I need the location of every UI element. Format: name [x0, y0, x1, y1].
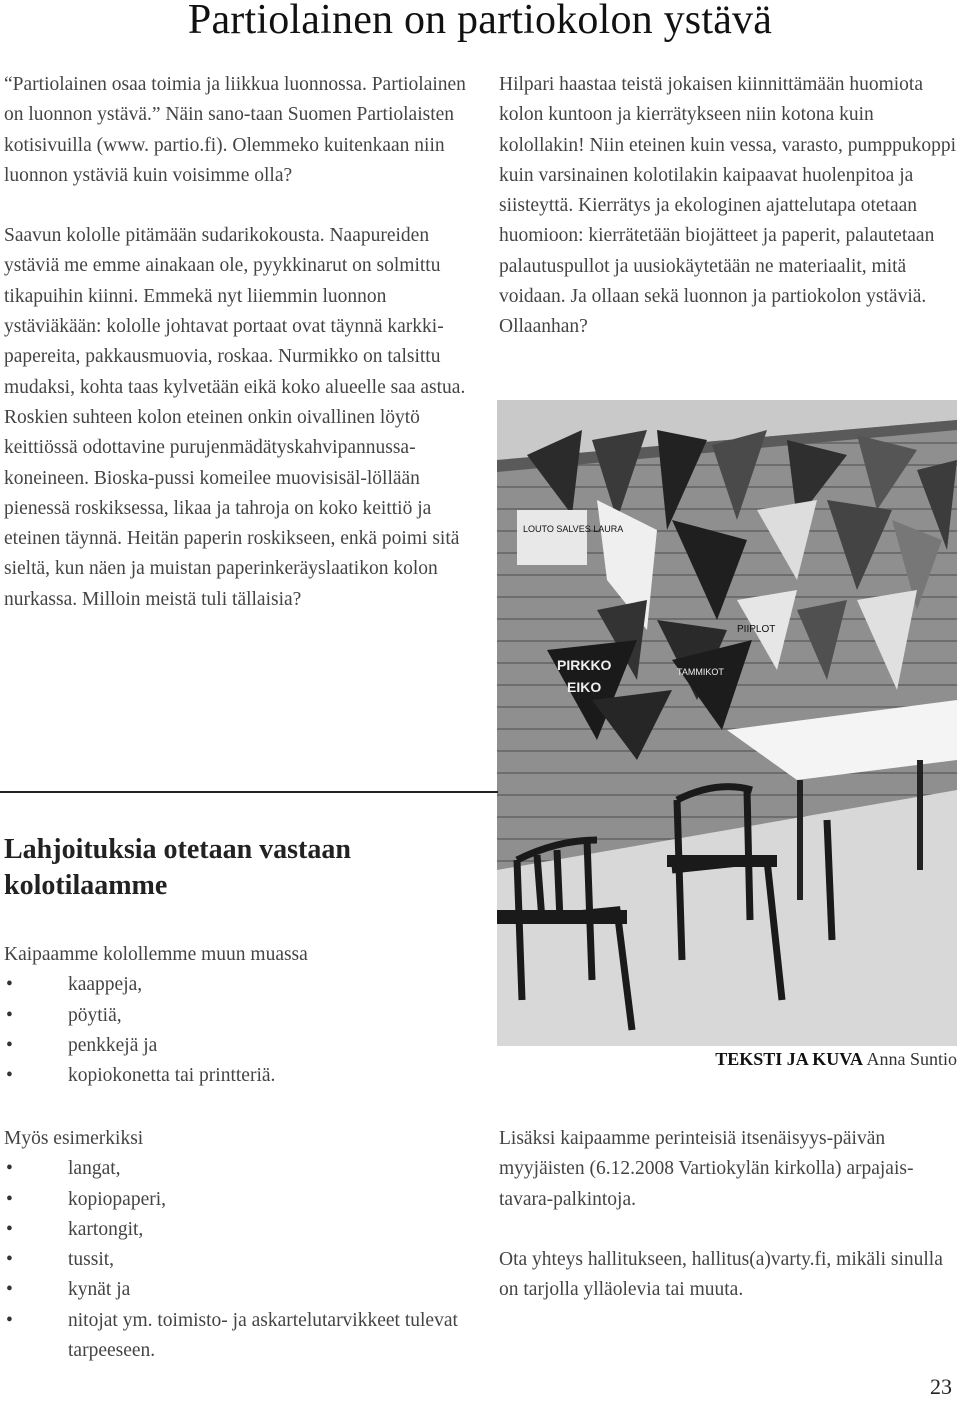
list-item: • tussit, — [6, 1249, 115, 1271]
photo-banner-pirkko: PIRKKO — [557, 657, 612, 673]
intro-paragraph: “Partiolainen osaa toimia ja liikkua luonnossa. Partiolainen on luonnon ystävä.” Näin sano-taan Suomen Partiolaisten kotisivuilla (www. partio.fi). Olemmeko kuitenkaan niin luonnon ystäviä kuin voisimme olla? — [4, 74, 466, 186]
photo-banner-eiko: EIKO — [567, 679, 602, 695]
photo-caption — [497, 1049, 957, 1070]
list-item: • penkkejä ja — [6, 1034, 158, 1056]
list-item: • kopiokonetta tai printteriä. — [6, 1065, 276, 1087]
donation-list-2 — [4, 1124, 484, 1366]
clubroom-photo — [497, 400, 957, 1046]
caption-label: TEKSTI JA KUVA — [715, 1049, 863, 1069]
list-item: • pöytiä, — [6, 1004, 122, 1026]
list-intro: Kaipaamme kolollemme muun muassa — [4, 944, 308, 965]
page-title: Partiolainen on partiokolon ystävä — [187, 0, 773, 43]
list-item: • kaappeja, — [6, 974, 143, 996]
list-item: • nitojat ym. toimisto- ja askartelutarvikkeet tulevat tarpeeseen. — [6, 1309, 458, 1362]
page-number: 23 — [930, 1374, 952, 1399]
photo-banner-tammikot: TAMMIKOT — [677, 667, 724, 677]
left-column — [4, 70, 474, 615]
list-intro: Myös esimerkiksi — [4, 1128, 144, 1149]
photo-banner-loutosalves: LOUTO SALVES LAURA — [523, 524, 624, 534]
list-item: • kartongit, — [6, 1218, 144, 1240]
list-item: • langat, — [6, 1158, 121, 1180]
prizes-paragraph: Lisäksi kaipaamme perinteisiä itsenäisyys-päivän myyjäisten (6.12.2008 Vartiokylän kirkolla) arpajais-tavara-palkintoja. — [499, 1128, 914, 1210]
section-divider — [0, 791, 498, 793]
photo-banner-piiplot: PIIPLOT — [737, 624, 776, 635]
list-item: • kynät ja — [6, 1279, 131, 1301]
list-item: • kopiopaperi, — [6, 1188, 167, 1210]
donation-list-1 — [4, 940, 484, 1091]
right-column — [499, 70, 957, 343]
section-title: Lahjoituksia otetaan vastaan kolotilaamme — [4, 834, 351, 901]
right-bottom-column — [499, 1124, 957, 1305]
caption-author: Anna Suntio — [866, 1049, 957, 1069]
challenge-paragraph: Hilpari haastaa teistä jokaisen kiinnittämään huomiota kolon kuntoon ja kierrätykseen niin kotona kuin kolollakin! Niin eteinen kuin vessa, varasto, pumppukoppi kuin varsinainen kolotilakin kaipaavat huolenpitoa ja siisteyttä. Kierrätys ja ekologinen ajattelutapa otetaan huomioon: kierrätetään biojätteet ja paperit, palautetaan palautuspullot ja uusiokäytetään ne materiaalit, mitä voidaan. Ja ollaan sekä luonnon ja partiokolon ystäviä. Ollaanhan? — [499, 74, 957, 338]
story-paragraph: Saavun kololle pitämään sudarikokousta. Naapureiden ystäviä me emme ainakaan ole, pyykkinarut on solmittu tikapuihin kiinni. Emmekä nyt liiemmin luonnon ystäviäkään: kololle johtavat portaat ovat täynnä karkki-papereita, pakkausmuovia, roskaa. Nurmikko on talsittu mudaksi, kohta taas kylvetään eikä koko alueelle saa astua. Roskien suhteen kolon eteinen onkin oivallinen löytö keittiössä odottavine purujenmädätyskahvipannussa-koneineen. Bioska-pussi komeilee muovisisäl-löllään pienessä roskiksessa, likaa ja tahroja on koko keittiö ja eteinen täynnä. Heitän paperin roskikseen, enkä poimi sitä sieltä, kun näen ja muistan paperinkeräyslaatikon kolon nurkassa. Milloin meistä tuli tällaisia? — [4, 225, 466, 610]
contact-paragraph: Ota yhteys hallitukseen, hallitus(a)varty.fi, mikäli sinulla on tarjolla ylläolevia tai muuta. — [499, 1248, 943, 1301]
